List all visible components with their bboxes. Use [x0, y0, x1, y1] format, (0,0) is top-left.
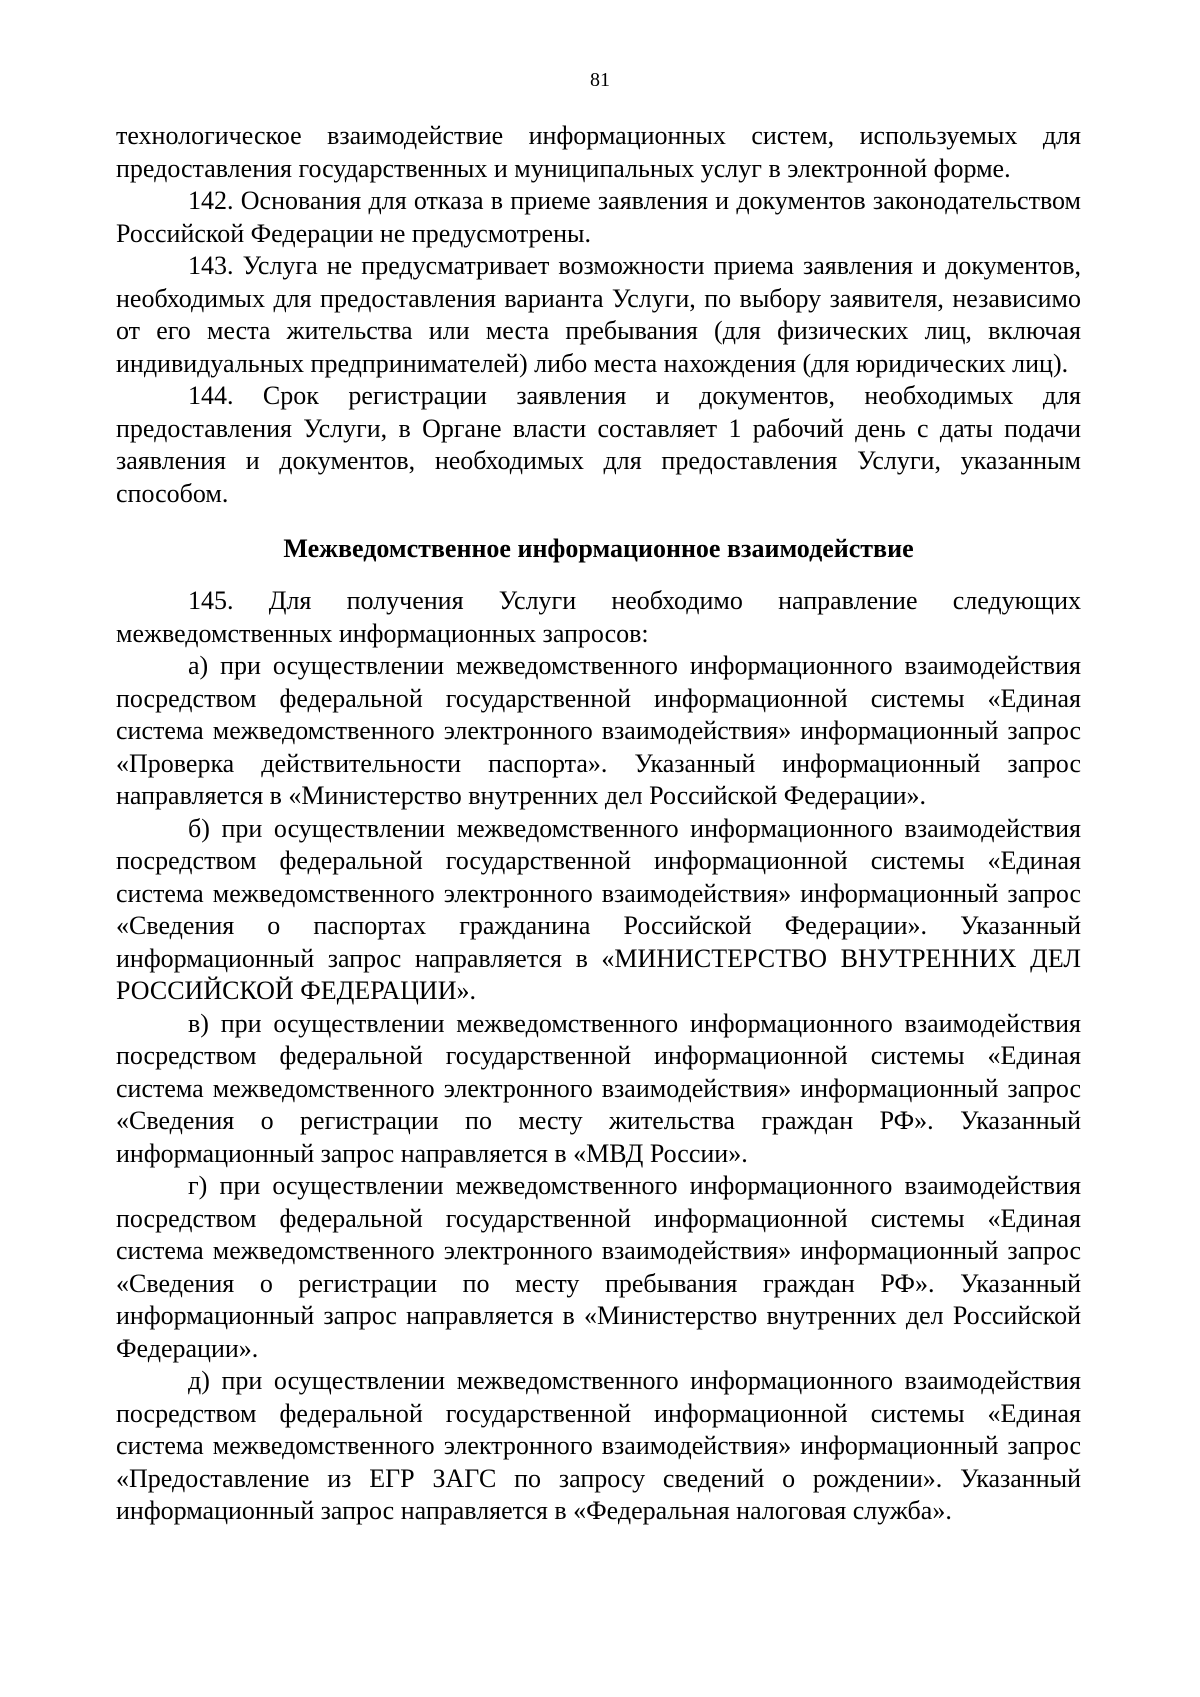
- paragraph-continuation: технологическое взаимодействие информационных систем, используемых для предоставления государственных и муниципальных услуг в электронной форме.: [116, 121, 1081, 183]
- document-body: [116, 120, 1081, 1528]
- list-item-g: г) при осуществлении межведомственного информационного взаимодействия посредством федеральной государственной информационной системы «Единая система межведомственного электронного взаимодействия» информационный запрос «Сведения о регистрации по месту пребывания граждан РФ». Указанный информационный запрос направляется в «Министерство внутренних дел Российской Федерации».: [116, 1171, 1081, 1363]
- paragraph-145: 145. Для получения Услуги необходимо направление следующих межведомственных информационных запросов:: [116, 586, 1081, 648]
- list-item-v: в) при осуществлении межведомственного информационного взаимодействия посредством федеральной государственной информационной системы «Единая система межведомственного электронного взаимодействия» информационный запрос «Сведения о регистрации по месту жительства граждан РФ». Указанный информационный запрос направляется в «МВД России».: [116, 1008, 1081, 1168]
- paragraph-144: 144. Срок регистрации заявления и документов, необходимых для предоставления Услуги, в Органе власти составляет 1 рабочий день с даты подачи заявления и документов, необходимых для предоставления Услуги, указанным способом.: [116, 381, 1081, 508]
- paragraph-142: 142. Основания для отказа в приеме заявления и документов законодательством Российской Федерации не предусмотрены.: [116, 186, 1081, 248]
- paragraph-143: 143. Услуга не предусматривает возможности приема заявления и документов, необходимых для предоставления варианта Услуги, по выбору заявителя, независимо от его места жительства или места пребывания (для физических лиц, включая индивидуальных предпринимателей) либо места нахождения (для юридических лиц).: [116, 251, 1081, 378]
- list-item-b: б) при осуществлении межведомственного информационного взаимодействия посредством федеральной государственной информационной системы «Единая система межведомственного электронного взаимодействия» информационный запрос «Сведения о паспортах гражданина Российской Федерации». Указанный информационный запрос направляется в «МИНИСТЕРСТВО ВНУТРЕННИХ ДЕЛ РОССИЙСКОЙ ФЕДЕРАЦИИ».: [116, 813, 1081, 1005]
- list-item-a: а) при осуществлении межведомственного информационного взаимодействия посредством федеральной государственной информационной системы «Единая система межведомственного электронного взаимодействия» информационный запрос «Проверка действительности паспорта». Указанный информационный запрос направляется в «Министерство внутренних дел Российской Федерации».: [116, 651, 1081, 810]
- page-number: 81: [590, 69, 610, 91]
- list-item-d: д) при осуществлении межведомственного информационного взаимодействия посредством федеральной государственной информационной системы «Единая система межведомственного электронного взаимодействия» информационный запрос «Предоставление из ЕГР ЗАГС по запросу сведений о рождении». Указанный информационный запрос направляется в «Федеральная налоговая служба».: [116, 1366, 1081, 1525]
- section-heading: Межведомственное информационное взаимодействие: [283, 534, 914, 563]
